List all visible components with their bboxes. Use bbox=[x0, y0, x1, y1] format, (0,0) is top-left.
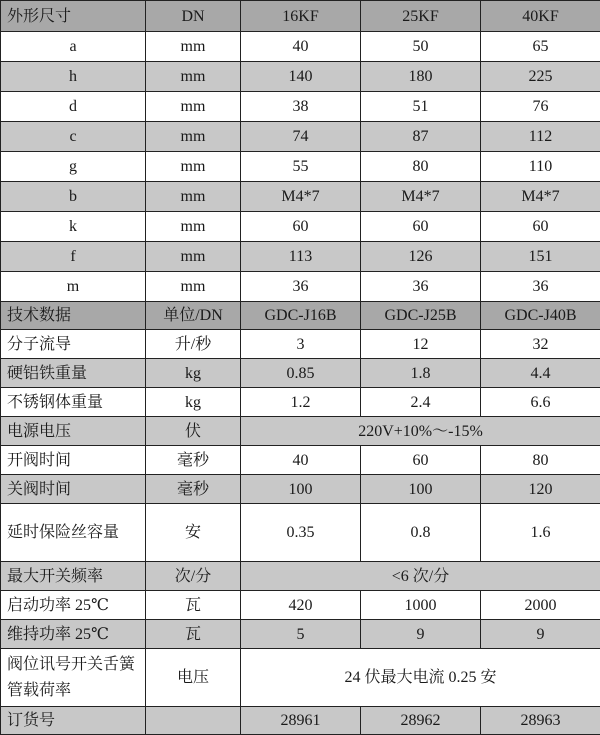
table-cell: 5 bbox=[241, 620, 361, 649]
table-cell: 电源电压 bbox=[1, 417, 146, 446]
table-cell: 28961 bbox=[241, 707, 361, 735]
table-cell bbox=[146, 707, 241, 735]
header-row-dimensions bbox=[1, 1, 600, 32]
header-cell: 单位/DN bbox=[146, 302, 241, 330]
table-cell: 0.85 bbox=[241, 359, 361, 388]
table-row bbox=[1, 272, 600, 302]
table-cell: 3 bbox=[241, 330, 361, 359]
table-cell: 80 bbox=[481, 446, 600, 475]
table-cell: mm bbox=[146, 182, 241, 212]
table-cell: 220V+10%～-15% bbox=[241, 417, 600, 446]
table-cell: 51 bbox=[361, 92, 481, 122]
table-cell: 120 bbox=[481, 475, 600, 504]
table-cell: 阀位讯号开关舌簧管载荷率 bbox=[1, 649, 146, 707]
table-cell: 36 bbox=[361, 272, 481, 302]
header-cell: 16KF bbox=[241, 1, 361, 32]
table-cell: 伏 bbox=[146, 417, 241, 446]
table-row bbox=[1, 707, 600, 735]
table-cell: m bbox=[1, 272, 146, 302]
table-cell: 维持功率 25℃ bbox=[1, 620, 146, 649]
table-cell: mm bbox=[146, 122, 241, 152]
table-row bbox=[1, 359, 600, 388]
table-cell: b bbox=[1, 182, 146, 212]
table-row bbox=[1, 388, 600, 417]
table-cell: 100 bbox=[241, 475, 361, 504]
table-cell: 420 bbox=[241, 591, 361, 620]
table-cell: mm bbox=[146, 62, 241, 92]
table-cell: 50 bbox=[361, 32, 481, 62]
header-row-technical bbox=[1, 302, 600, 330]
header-cell: GDC-J40B bbox=[481, 302, 600, 330]
table-cell: mm bbox=[146, 212, 241, 242]
table-cell: 1.2 bbox=[241, 388, 361, 417]
table-cell: mm bbox=[146, 92, 241, 122]
table-row bbox=[1, 504, 600, 562]
table-cell: 60 bbox=[481, 212, 600, 242]
table-cell: 次/分 bbox=[146, 562, 241, 591]
table-cell: 32 bbox=[481, 330, 600, 359]
table-cell: M4*7 bbox=[241, 182, 361, 212]
table-cell: 80 bbox=[361, 152, 481, 182]
table-cell: 1.6 bbox=[481, 504, 600, 562]
table-cell: 硬铝铁重量 bbox=[1, 359, 146, 388]
table-cell: 关阀时间 bbox=[1, 475, 146, 504]
table-cell: 电压 bbox=[146, 649, 241, 707]
table-cell: 76 bbox=[481, 92, 600, 122]
table-cell: mm bbox=[146, 152, 241, 182]
table-cell: 60 bbox=[361, 446, 481, 475]
table-cell: h bbox=[1, 62, 146, 92]
table-row bbox=[1, 620, 600, 649]
table-cell: 6.6 bbox=[481, 388, 600, 417]
table-cell: 瓦 bbox=[146, 620, 241, 649]
table-cell: 1.8 bbox=[361, 359, 481, 388]
table-cell: <6 次/分 bbox=[241, 562, 600, 591]
header-cell: GDC-J16B bbox=[241, 302, 361, 330]
table-cell: 开阀时间 bbox=[1, 446, 146, 475]
table-cell: 不锈钢体重量 bbox=[1, 388, 146, 417]
table-cell: k bbox=[1, 212, 146, 242]
table-cell: kg bbox=[146, 388, 241, 417]
table-cell: 分子流导 bbox=[1, 330, 146, 359]
table-cell: 100 bbox=[361, 475, 481, 504]
table-row bbox=[1, 32, 600, 62]
table-cell: 126 bbox=[361, 242, 481, 272]
header-cell: 外形尺寸 bbox=[1, 1, 146, 32]
table-cell: 55 bbox=[241, 152, 361, 182]
table-cell: mm bbox=[146, 242, 241, 272]
table-cell: 38 bbox=[241, 92, 361, 122]
table-cell: 毫秒 bbox=[146, 446, 241, 475]
table-cell: 87 bbox=[361, 122, 481, 152]
table-row bbox=[1, 62, 600, 92]
table-row bbox=[1, 475, 600, 504]
table-cell: 安 bbox=[146, 504, 241, 562]
table-row bbox=[1, 122, 600, 152]
table-row bbox=[1, 649, 600, 707]
table-row bbox=[1, 92, 600, 122]
table-row bbox=[1, 242, 600, 272]
table-cell: d bbox=[1, 92, 146, 122]
table-cell: 2.4 bbox=[361, 388, 481, 417]
table-row bbox=[1, 562, 600, 591]
header-cell: 40KF bbox=[481, 1, 600, 32]
table-cell: 9 bbox=[481, 620, 600, 649]
table-cell: a bbox=[1, 32, 146, 62]
header-cell: GDC-J25B bbox=[361, 302, 481, 330]
table-cell: 最大开关频率 bbox=[1, 562, 146, 591]
table-cell: 112 bbox=[481, 122, 600, 152]
table-cell: 12 bbox=[361, 330, 481, 359]
table-cell: 0.8 bbox=[361, 504, 481, 562]
table-cell: 140 bbox=[241, 62, 361, 92]
header-cell: 25KF bbox=[361, 1, 481, 32]
table-cell: 36 bbox=[481, 272, 600, 302]
table-cell: kg bbox=[146, 359, 241, 388]
table-cell: 180 bbox=[361, 62, 481, 92]
table-cell: 65 bbox=[481, 32, 600, 62]
table-cell: c bbox=[1, 122, 146, 152]
table-cell: 升/秒 bbox=[146, 330, 241, 359]
table-row bbox=[1, 591, 600, 620]
table-cell: 40 bbox=[241, 32, 361, 62]
table-cell: 启动功率 25℃ bbox=[1, 591, 146, 620]
table-cell: 74 bbox=[241, 122, 361, 152]
table-cell: 2000 bbox=[481, 591, 600, 620]
table-cell: 毫秒 bbox=[146, 475, 241, 504]
header-cell: 技术数据 bbox=[1, 302, 146, 330]
table-cell: 225 bbox=[481, 62, 600, 92]
table-row bbox=[1, 212, 600, 242]
table-cell: M4*7 bbox=[361, 182, 481, 212]
table-cell: 订货号 bbox=[1, 707, 146, 735]
table-cell: g bbox=[1, 152, 146, 182]
table-cell: 60 bbox=[241, 212, 361, 242]
table-cell: 40 bbox=[241, 446, 361, 475]
table-cell: 延时保险丝容量 bbox=[1, 504, 146, 562]
table-cell: 28962 bbox=[361, 707, 481, 735]
table-cell: 113 bbox=[241, 242, 361, 272]
table-cell: 4.4 bbox=[481, 359, 600, 388]
table-cell: 151 bbox=[481, 242, 600, 272]
table-cell: 28963 bbox=[481, 707, 600, 735]
header-cell: DN bbox=[146, 1, 241, 32]
table-cell: 24 伏最大电流 0.25 安 bbox=[241, 649, 600, 707]
table-cell: 1000 bbox=[361, 591, 481, 620]
table-row bbox=[1, 182, 600, 212]
table-cell: 9 bbox=[361, 620, 481, 649]
table-cell: mm bbox=[146, 32, 241, 62]
table-row bbox=[1, 446, 600, 475]
table-cell: 0.35 bbox=[241, 504, 361, 562]
table-row bbox=[1, 330, 600, 359]
table-row bbox=[1, 417, 600, 446]
table-cell: 60 bbox=[361, 212, 481, 242]
table-cell: M4*7 bbox=[481, 182, 600, 212]
table-cell: mm bbox=[146, 272, 241, 302]
table-row bbox=[1, 152, 600, 182]
table-cell: f bbox=[1, 242, 146, 272]
table-cell: 瓦 bbox=[146, 591, 241, 620]
table-cell: 36 bbox=[241, 272, 361, 302]
table-cell: 110 bbox=[481, 152, 600, 182]
